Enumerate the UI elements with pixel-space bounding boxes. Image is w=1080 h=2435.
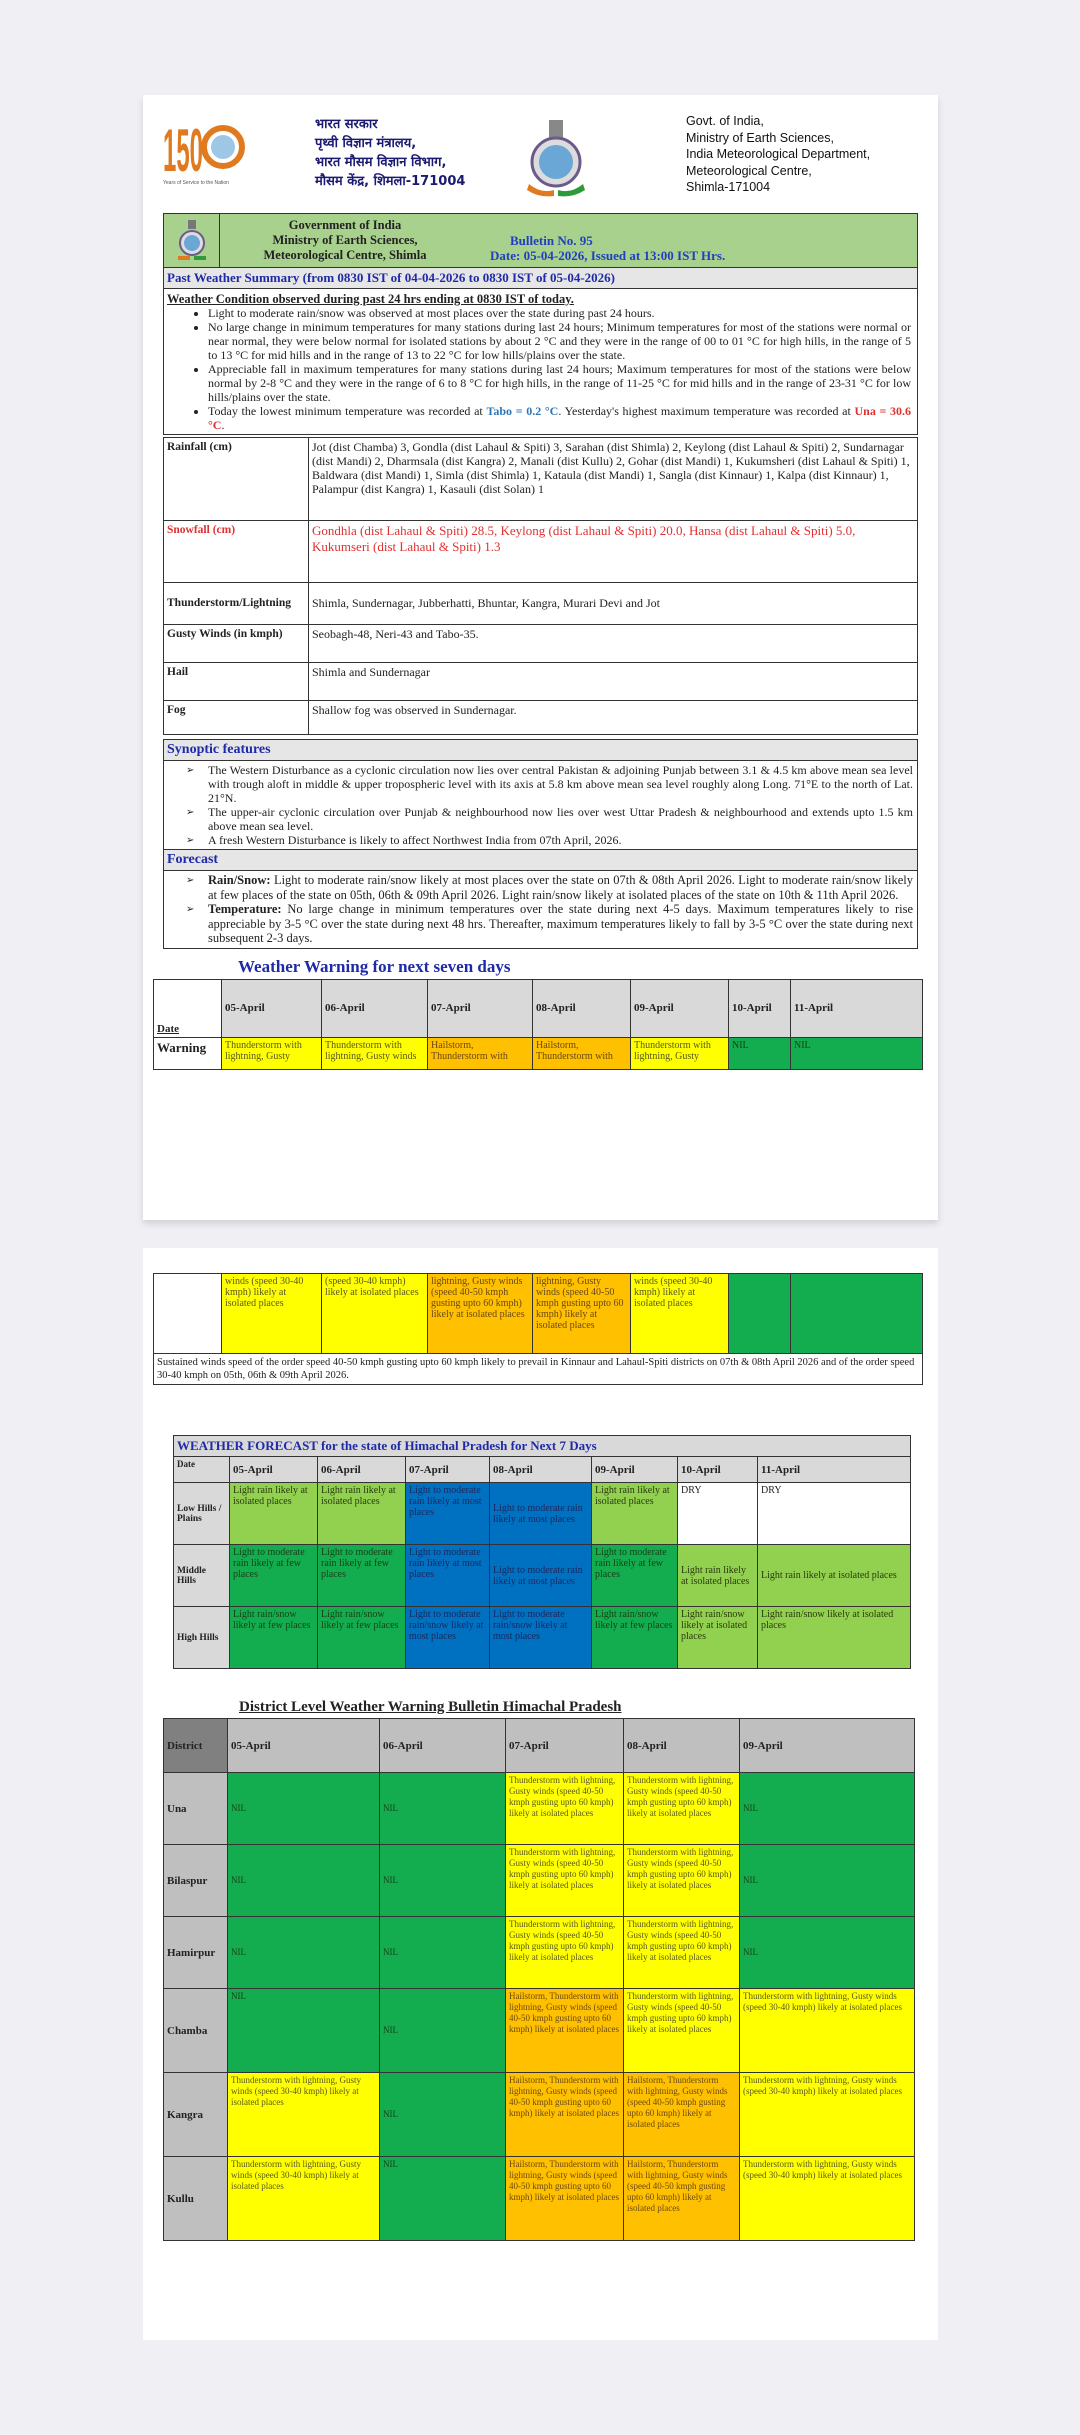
region-label: High Hills [174, 1607, 230, 1669]
district-date: 05-April [228, 1719, 380, 1773]
warning-cell [791, 1274, 923, 1354]
bulletin-number: Bulletin No. 95 [510, 233, 593, 248]
hindi-line: पृथ्वी विज्ञान मंत्रालय, [315, 136, 417, 151]
lowest-min-temp: Tabo = 0.2 °C [486, 404, 559, 418]
forecast-date: 08-April [490, 1457, 592, 1483]
temp-label: Temperature: [208, 902, 282, 916]
warning-cell: lightning, Gusty winds (speed 40-50 kmph gusting upto 60 kmph) likely at isolated places [533, 1274, 631, 1354]
org-line: Meteorological Centre, Shimla [263, 248, 427, 262]
district-name: Una [164, 1773, 228, 1845]
warning-row-label-empty [154, 1274, 222, 1354]
obs-label: Hail [164, 662, 309, 700]
logo-150-text: 150 [163, 117, 203, 179]
forecast-date: 10-April [678, 1457, 758, 1483]
warning-row-label: Warning [154, 1037, 222, 1069]
warning-date: 09-April [631, 979, 729, 1037]
district-date: 08-April [624, 1719, 740, 1773]
imd-150-years-logo [163, 113, 253, 209]
english-line: Meteorological Centre, [686, 163, 812, 178]
warning-date: 08-April [533, 979, 631, 1037]
district-cell: NIL [380, 1773, 506, 1845]
highest-max-temp: Una = 30.6 °C [208, 404, 912, 432]
district-cell: Hailstorm, Thunderstorm with lightning, Gusty winds (speed 40-50 kmph gusting upto 60 kmph) likely at isolated places [506, 1989, 624, 2073]
obs-label: Gusty Winds (in kmph) [164, 624, 309, 662]
district-date: 06-April [380, 1719, 506, 1773]
bulletin-banner [163, 213, 918, 268]
warning-cell: Thunderstorm with lightning, Gusty [631, 1037, 729, 1069]
synoptic-item: ➢ The Western Disturbance as a cyclonic circulation now lies over central Pakistan & adjoining Punjab between 3.1 & 4.5 km above mean sea level with trough aloft in middle & upper tropospheric level with its axis at 5.8 km above mean sea level roughly along Long. 71°E to the north of Lat. 21°N. [208, 763, 913, 805]
forecast-temp-item [208, 902, 913, 946]
warning-date: 10-April [729, 979, 791, 1037]
forecast-block [163, 871, 918, 949]
district-cell: NIL [228, 1989, 380, 2073]
past-weather-subheading: Weather Condition observed during past 24 hrs ending at 0830 IST of today. [167, 292, 574, 306]
district-cell: Thunderstorm with lightning, Gusty winds (speed 40-50 kmph gusting upto 60 kmph) likely at isolated places [506, 1845, 624, 1917]
forecast-cell: Light rain/snow likely at few places [592, 1607, 678, 1669]
warning-date: 05-April [222, 979, 322, 1037]
forecast-cell: Light rain/snow likely at few places [318, 1607, 406, 1669]
district-cell: NIL [228, 1845, 380, 1917]
past-weather-heading: Past Weather Summary (from 0830 IST of 04-04-2026 to 0830 IST of 05-04-2026) [163, 268, 918, 289]
district-name: Kangra [164, 2073, 228, 2157]
banner-organization [220, 214, 470, 267]
warning-cell: (speed 30-40 kmph) likely at isolated places [322, 1274, 428, 1354]
obs-row-fog [164, 700, 917, 734]
logo-150-graphic [163, 113, 245, 179]
extreme-suffix: . [221, 418, 225, 432]
warning-cell: lightning, Gusty winds (speed 40-50 kmph gusting upto 60 kmph) likely at isolated places [428, 1274, 533, 1354]
header-english-address [686, 113, 870, 196]
warning-title: Weather Warning for next seven days [238, 956, 511, 976]
warning-cell: winds (speed 30-40 kmph) likely at isolated places [631, 1274, 729, 1354]
warning-row-continued [154, 1274, 923, 1354]
forecast-cell: Light rain likely at isolated places [230, 1483, 318, 1545]
district-title: District Level Weather Warning Bulletin Himachal Pradesh [239, 1699, 622, 1715]
obs-row-rainfall [164, 438, 917, 520]
district-cell: NIL [740, 1917, 915, 1989]
date-label: Date [174, 1457, 230, 1483]
forecast-date: 06-April [318, 1457, 406, 1483]
obs-label: Fog [164, 700, 309, 734]
district-cell: Hailstorm, Thunderstorm with lightning, Gusty winds (speed 40-50 kmph gusting upto 60 kmph) likely at isolated places [624, 2073, 740, 2157]
obs-value: Seobagh-48, Neri-43 and Tabo-35. [309, 624, 918, 662]
forecast-cell: Light rain likely at isolated places [592, 1483, 678, 1545]
forecast-rain-item [208, 873, 913, 902]
english-line: India Meteorological Department, [686, 147, 871, 161]
obs-value: Shimla, Sundernagar, Jubberhatti, Bhuntar, Kangra, Murari Devi and Jot [309, 582, 918, 624]
district-cell: NIL [380, 1845, 506, 1917]
synoptic-block [163, 761, 918, 850]
forecast-cell: Light rain/snow likely at isolated places [678, 1607, 758, 1669]
past-weather-bullet: • Light to moderate rain/snow was observed at most places over the state during past 24 hours. [208, 306, 911, 320]
district-header-row [164, 1719, 915, 1773]
warning-cell: Hailstorm, Thunderstorm with [428, 1037, 533, 1069]
past-weather-bullet: • No large change in minimum temperatures for many stations during last 24 hours; Minimum temperatures for most of the stations were normal or near normal, they were below normal for isolated stations by about 2 °C and they were in the range of 00 to 01 °C for high hills, in the range of 5 to 13 °C for mid hills and in the range of 13 to 22 °C for low hills/plains over the state. [208, 320, 911, 362]
district-cell: Thunderstorm with lightning, Gusty winds (speed 30-40 kmph) likely at isolated places [228, 2073, 380, 2157]
district-col-label: District [164, 1719, 228, 1773]
warning-cell [729, 1274, 791, 1354]
district-cell: Thunderstorm with lightning, Gusty winds (speed 40-50 kmph gusting upto 60 kmph) likely at isolated places [624, 1989, 740, 2073]
warning-date: 07-April [428, 979, 533, 1037]
district-cell: NIL [228, 1917, 380, 1989]
forecast-cell: Light to moderate rain likely at most places [406, 1545, 490, 1607]
english-line: Govt. of India, [686, 114, 764, 128]
warning-table-part2 [153, 1273, 923, 1385]
past-weather-bullets [164, 306, 917, 434]
forecast-cell: Light to moderate rain likely at most places [406, 1483, 490, 1545]
letterhead [163, 113, 918, 213]
obs-label: Thunderstorm/Lightning [164, 582, 309, 624]
district-cell: Thunderstorm with lightning, Gusty winds (speed 30-40 kmph) likely at isolated places [740, 2157, 915, 2241]
obs-row-snowfall [164, 520, 917, 582]
forecast-cell: Light to moderate rain likely at most places [490, 1483, 592, 1545]
district-cell: NIL [740, 1845, 915, 1917]
warning-cell: Hailstorm, Thunderstorm with [533, 1037, 631, 1069]
district-cell: Thunderstorm with lightning, Gusty winds (speed 30-40 kmph) likely at isolated places [740, 1989, 915, 2073]
warning-row [154, 1037, 923, 1069]
warning-table-part1 [153, 979, 923, 1070]
forecast-cell: DRY [758, 1483, 911, 1545]
obs-value: Shallow fog was observed in Sundernagar. [309, 700, 918, 734]
obs-row-gusty-winds [164, 624, 917, 662]
synoptic-item: ➢ The upper-air cyclonic circulation over Punjab & neighbourhood now lies over west Uttar Pradesh & neighbourhood and extends upto 1.5 km above mean sea level. [208, 805, 913, 833]
forecast-row-high-hills [174, 1607, 911, 1669]
forecast-cell: Light rain/snow likely at isolated places [758, 1607, 911, 1669]
warning-cell: NIL [729, 1037, 791, 1069]
district-name: Hamirpur [164, 1917, 228, 1989]
warning-note-row [154, 1354, 923, 1385]
past-weather-bullet: • Appreciable fall in maximum temperatures for many stations during last 24 hours; Maximum temperatures for most of the stations were below normal by 2-8 °C and they were in the range of 6 to 8 °C for high hills, in the range of 11-25 °C for mid hills and in the range of 23-31 °C for low hills/plains over the state. [208, 362, 911, 404]
logo-globe [211, 135, 235, 159]
district-name: Chamba [164, 1989, 228, 2073]
district-row [164, 1917, 915, 1989]
date-label: Date [154, 979, 222, 1037]
logo-caption: Years of Service to the Nation [163, 180, 229, 186]
district-cell: Thunderstorm with lightning, Gusty winds (speed 40-50 kmph gusting upto 60 kmph) likely at isolated places [506, 1773, 624, 1845]
forecast-row-middle-hills [174, 1545, 911, 1607]
obs-label: Rainfall (cm) [164, 438, 309, 520]
warning-note: Sustained winds speed of the order speed 40-50 kmph gusting upto 60 kmph likely to prevail in Kinnaur and Lahaul-Spiti districts on 07th & 08th April 2026 and of the order speed 30-40 kmph on 05th, 06th & 09th April 2026. [154, 1354, 923, 1385]
forecast-table-title: WEATHER FORECAST for the state of Himachal Pradesh for Next 7 Days [174, 1436, 911, 1457]
extreme-temperature-bullet [208, 404, 911, 432]
bulletin-info [470, 214, 917, 267]
region-label: Middle Hills [174, 1545, 230, 1607]
district-row [164, 1773, 915, 1845]
warning-date-row [154, 979, 923, 1037]
observations-table [163, 437, 918, 735]
past-weather-block [163, 289, 918, 435]
district-row [164, 2073, 915, 2157]
rain-text: Light to moderate rain/snow likely at most places over the state on 07th & 08th April 2026. Light to moderate rain/snow likely at few places of the state on 05th, 06th & 09th April 2026. Light rain/snow likely at isolated places of the state on 10th & 11th April 2026. [208, 873, 913, 902]
obs-value: Shimla and Sundernagar [309, 662, 918, 700]
forecast-cell: Light rain likely at isolated places [758, 1545, 911, 1607]
forecast-title-row [174, 1436, 911, 1457]
obs-value: Jot (dist Chamba) 3, Gondla (dist Lahaul & Spiti) 3, Sarahan (dist Shimla) 2, Keylong (dist Lahaul & Spiti) 2, Sundarnagar (dist Mandi) 2, Dharmsala (dist Kangra) 2, Manali (dist Kullu) 2, Gohar (dist Mandi) 1, Kukumsheri (dist Lahaul & Spiti) 1, Baldwara (dist Mandi) 1, Simla (dist Shimla) 1, Kataula (dist Mandi) 1, Sangla (dist Kinnaur) 1, Kalpa (dist Kinnaur) 1, Palampur (dist Kangra) 1, Kasauli (dist Solan) 1 [312, 440, 910, 496]
warning-date: 11-April [791, 979, 923, 1037]
english-line: Ministry of Earth Sciences, [686, 130, 834, 145]
district-cell: NIL [380, 2157, 506, 2241]
region-label: Low Hills / Plains [174, 1483, 230, 1545]
forecast-cell: DRY [678, 1483, 758, 1545]
district-cell: Thunderstorm with lightning, Gusty winds (speed 30-40 kmph) likely at isolated places [740, 2073, 915, 2157]
district-cell: Thunderstorm with lightning, Gusty winds (speed 40-50 kmph gusting upto 60 kmph) likely at isolated places [624, 1917, 740, 1989]
district-name: Bilaspur [164, 1845, 228, 1917]
warning-cell: winds (speed 30-40 kmph) likely at isolated places [222, 1274, 322, 1354]
forecast-cell: Light rain likely at isolated places [678, 1545, 758, 1607]
district-cell: Hailstorm, Thunderstorm with lightning, Gusty winds (speed 40-50 kmph gusting upto 60 kmph) likely at isolated places [506, 2157, 624, 2241]
district-cell: NIL [380, 2073, 506, 2157]
hindi-line: भारत सरकार [315, 117, 378, 132]
forecast-row-low-hills [174, 1483, 911, 1545]
forecast-date: 11-April [758, 1457, 911, 1483]
forecast-date: 07-April [406, 1457, 490, 1483]
district-name: Kullu [164, 2157, 228, 2241]
forecast-date: 05-April [230, 1457, 318, 1483]
forecast-cell: Light rain/snow likely at few places [230, 1607, 318, 1669]
org-line: Government of India [288, 218, 402, 232]
district-row [164, 1989, 915, 2073]
warning-date: 06-April [322, 979, 428, 1037]
english-line: Shimla-171004 [686, 180, 771, 194]
district-row [164, 2157, 915, 2241]
forecast-table [173, 1435, 911, 1669]
bulletin-date: Date: 05-04-2026, Issued at 13:00 IST Hrs. [490, 248, 726, 263]
forecast-cell: Light to moderate rain likely at few places [318, 1545, 406, 1607]
district-table [163, 1718, 915, 2241]
forecast-cell: Light to moderate rain/snow likely at most places [490, 1607, 592, 1669]
temp-text: No large change in minimum temperatures over the state during next 4-5 days. Maximum temperatures likely to rise appreciable by 3-5 °C over the state during next 48 hrs. Thereafter, maximum temperatures likely to fall by 3-5 °C over the state during next subsequent 2-3 days. [208, 902, 914, 945]
forecast-cell: Light to moderate rain likely at few places [230, 1545, 318, 1607]
district-cell: Hailstorm, Thunderstorm with lightning, Gusty winds (speed 40-50 kmph gusting upto 60 kmph) likely at isolated places [506, 2073, 624, 2157]
district-row [164, 1845, 915, 1917]
district-cell: Thunderstorm with lightning, Gusty winds (speed 40-50 kmph gusting upto 60 kmph) likely at isolated places [624, 1845, 740, 1917]
district-date: 09-April [740, 1719, 915, 1773]
emblem-small-icon [164, 214, 220, 267]
district-cell: Thunderstorm with lightning, Gusty winds (speed 40-50 kmph gusting upto 60 kmph) likely at isolated places [624, 1773, 740, 1845]
hindi-line: भारत मौसम विज्ञान विभाग, [315, 155, 447, 170]
header-hindi-address [315, 115, 485, 191]
synoptic-heading: Synoptic features [163, 739, 918, 761]
district-cell: NIL [740, 1773, 915, 1845]
obs-label: Snowfall (cm) [164, 520, 309, 582]
forecast-cell: Light to moderate rain likely at few places [592, 1545, 678, 1607]
warning-cell: Thunderstorm with lightning, Gusty [222, 1037, 322, 1069]
forecast-cell: Light to moderate rain likely at most places [490, 1545, 592, 1607]
org-line: Ministry of Earth Sciences, [272, 233, 418, 247]
district-cell: Hailstorm, Thunderstorm with lightning, Gusty winds (speed 40-50 kmph gusting upto 60 kmph) likely at isolated places [624, 2157, 740, 2241]
forecast-cell: Light rain likely at isolated places [318, 1483, 406, 1545]
warning-cell: NIL [791, 1037, 923, 1069]
district-cell: NIL [380, 1989, 506, 2073]
bulletin-page-1 [143, 95, 938, 1220]
hindi-line: मौसम केंद्र, शिमला-171004 [315, 174, 466, 189]
obs-value: Gondhla (dist Lahaul & Spiti) 28.5, Keylong (dist Lahaul & Spiti) 20.0, Hansa (dist Lahaul & Spiti) 5.0, Kukumseri (dist Lahaul & Spiti) 1.3 [309, 520, 918, 582]
extreme-prefix: Today the lowest minimum temperature was recorded at [208, 404, 483, 418]
obs-row-thunderstorm [164, 582, 917, 624]
district-cell: NIL [380, 1917, 506, 1989]
rain-label: Rain/Snow: [208, 873, 271, 887]
forecast-heading: Forecast [163, 850, 918, 871]
extreme-middle: . Yesterday's highest maximum temperature was recorded at [558, 404, 851, 418]
bulletin-page-2 [143, 1248, 938, 2340]
warning-cell: Thunderstorm with lightning, Gusty winds [322, 1037, 428, 1069]
district-cell: Thunderstorm with lightning, Gusty winds (speed 30-40 kmph) likely at isolated places [228, 2157, 380, 2241]
forecast-date-row [174, 1457, 911, 1483]
district-cell: Thunderstorm with lightning, Gusty winds (speed 40-50 kmph gusting upto 60 kmph) likely at isolated places [506, 1917, 624, 1989]
imd-emblem-icon [521, 118, 591, 198]
district-cell: NIL [228, 1773, 380, 1845]
forecast-date: 09-April [592, 1457, 678, 1483]
district-date: 07-April [506, 1719, 624, 1773]
obs-row-hail [164, 662, 917, 700]
synoptic-item: ➢ A fresh Western Disturbance is likely to affect Northwest India from 07th April, 2026. [208, 833, 913, 847]
forecast-cell: Light to moderate rain/snow likely at most places [406, 1607, 490, 1669]
